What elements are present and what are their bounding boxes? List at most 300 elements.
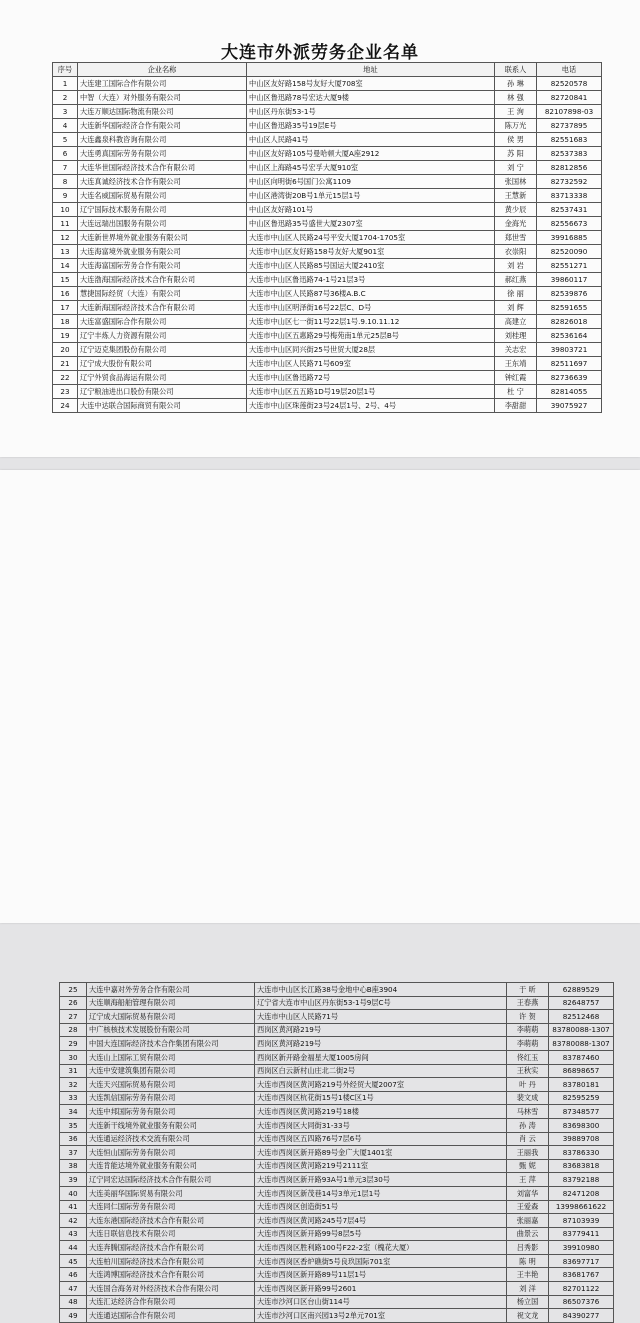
row-phone: 82736639 — [537, 371, 602, 385]
row-serial-number: 14 — [53, 259, 78, 273]
row-phone: 39916885 — [537, 231, 602, 245]
row-serial-number: 43 — [60, 1227, 87, 1241]
row-company-name: 大连凯信国际劳务有限公司 — [87, 1091, 255, 1105]
row-phone: 82812856 — [537, 161, 602, 175]
table-row — [60, 1309, 614, 1323]
row-contact: 孙 涛 — [507, 1118, 549, 1132]
company-table-page-2 — [59, 982, 614, 1323]
row-contact: 王东靖 — [495, 357, 537, 371]
table-row — [53, 343, 602, 357]
table-row — [53, 287, 602, 301]
row-phone: 39910980 — [549, 1241, 614, 1255]
row-serial-number: 4 — [53, 119, 78, 133]
row-contact: 李萌萌 — [507, 1023, 549, 1037]
row-phone: 82551271 — [537, 259, 602, 273]
row-address: 中山区鲁迅路35号盛世大厦2307室 — [247, 217, 495, 231]
row-address: 大连市西岗区新开路99号2601 — [255, 1282, 507, 1296]
row-company-name: 辽宁同宏达国际经济技术合作有限公司 — [87, 1173, 255, 1187]
row-company-name: 辽宁成大股份有限公司 — [78, 357, 247, 371]
row-company-name: 中智（大连）对外服务有限公司 — [78, 91, 247, 105]
row-company-name: 大连名威国际贸易有限公司 — [78, 189, 247, 203]
row-address: 中山区港湾街20B号1单元15层1号 — [247, 189, 495, 203]
row-phone: 82826018 — [537, 315, 602, 329]
row-contact: 陈万光 — [495, 119, 537, 133]
row-phone: 82732592 — [537, 175, 602, 189]
row-phone: 13998661622 — [549, 1200, 614, 1214]
row-serial-number: 45 — [60, 1254, 87, 1268]
table-row — [60, 1105, 614, 1119]
row-address: 大连市西岗区大同街31-33号 — [255, 1118, 507, 1132]
row-phone: 82107898-03 — [537, 105, 602, 119]
row-serial-number: 37 — [60, 1146, 87, 1160]
row-address: 西岗区黄河路219号 — [255, 1023, 507, 1037]
row-contact: 高建立 — [495, 315, 537, 329]
row-contact: 刘 岩 — [495, 259, 537, 273]
row-company-name: 辽宁迈克集团股份有限公司 — [78, 343, 247, 357]
row-contact: 侯 男 — [495, 133, 537, 147]
row-address: 大连市西岗区创造街51号 — [255, 1200, 507, 1214]
row-contact: 关志宏 — [495, 343, 537, 357]
row-contact: 甄 妮 — [507, 1159, 549, 1173]
table-row — [60, 1010, 614, 1024]
document-page-2 — [0, 470, 640, 1320]
row-contact: 李甜甜 — [495, 399, 537, 413]
row-contact: 肖 云 — [507, 1132, 549, 1146]
row-company-name: 大连鸿博国际经济技术合作有限公司 — [87, 1268, 255, 1282]
row-company-name: 慧捷国际经贸（大连）有限公司 — [78, 287, 247, 301]
row-serial-number: 36 — [60, 1132, 87, 1146]
row-serial-number: 44 — [60, 1241, 87, 1255]
row-serial-number: 20 — [53, 343, 78, 357]
row-serial-number: 47 — [60, 1282, 87, 1296]
row-serial-number: 13 — [53, 245, 78, 259]
row-serial-number: 2 — [53, 91, 78, 105]
row-address: 大连市西岗区黄河路219号外经贸大厦2007室 — [255, 1078, 507, 1092]
row-serial-number: 49 — [60, 1309, 87, 1323]
table-row — [60, 1268, 614, 1282]
row-contact: 王 萍 — [507, 1173, 549, 1187]
row-serial-number: 7 — [53, 161, 78, 175]
row-contact: 郑世雪 — [495, 231, 537, 245]
document-page-1 — [0, 0, 640, 457]
table-row — [60, 1064, 614, 1078]
row-address: 大连市西岗区黄河路245号7层4号 — [255, 1214, 507, 1228]
row-contact: 曲景云 — [507, 1227, 549, 1241]
row-company-name: 大连真诚经济技术合作有限公司 — [78, 175, 247, 189]
table-row — [53, 273, 602, 287]
row-phone: 83787460 — [549, 1050, 614, 1064]
table-row — [53, 77, 602, 91]
row-phone: 83780181 — [549, 1078, 614, 1092]
row-phone: 82539876 — [537, 287, 602, 301]
table-row — [53, 315, 602, 329]
row-serial-number: 46 — [60, 1268, 87, 1282]
header-company-name: 企业名称 — [78, 63, 247, 77]
header-contact: 联系人 — [495, 63, 537, 77]
row-phone: 82520578 — [537, 77, 602, 91]
row-contact: 王丽我 — [507, 1146, 549, 1160]
document-title: 大连市外派劳务企业名单 — [221, 43, 419, 63]
row-address: 中山区人民路41号 — [247, 133, 495, 147]
row-company-name: 大连日联信息技术有限公司 — [87, 1227, 255, 1241]
row-address: 大连市西岗区新开路99号8层5号 — [255, 1227, 507, 1241]
row-serial-number: 5 — [53, 133, 78, 147]
table-row — [53, 371, 602, 385]
table-row — [53, 399, 602, 413]
row-address: 大连市沙河口区南兴园13号2单元701室 — [255, 1309, 507, 1323]
row-serial-number: 6 — [53, 147, 78, 161]
row-serial-number: 35 — [60, 1118, 87, 1132]
table-row — [53, 231, 602, 245]
row-contact: 祝文龙 — [507, 1309, 549, 1323]
row-address: 中山区鲁迅路78号宏达大厦9楼 — [247, 91, 495, 105]
table-row — [53, 385, 602, 399]
row-contact: 叶 丹 — [507, 1078, 549, 1092]
row-company-name: 大连勇真国际劳务有限公司 — [78, 147, 247, 161]
table-row — [53, 147, 602, 161]
table-row — [60, 996, 614, 1010]
row-serial-number: 27 — [60, 1010, 87, 1024]
row-address: 大连市中山区友好路158号友好大厦901室 — [247, 245, 495, 259]
row-contact: 王秋实 — [507, 1064, 549, 1078]
row-address: 中山区友好路101号 — [247, 203, 495, 217]
row-contact: 钟红霞 — [495, 371, 537, 385]
row-contact: 佟红玉 — [507, 1050, 549, 1064]
row-contact: 王爱森 — [507, 1200, 549, 1214]
row-address: 中山区鲁迅路35号19层E号 — [247, 119, 495, 133]
row-company-name: 大连顺海船舶管理有限公司 — [87, 996, 255, 1010]
row-address: 大连市西岗区香炉礁街5号良玖国际701室 — [255, 1254, 507, 1268]
row-company-name: 大连中邦国际劳务有限公司 — [87, 1105, 255, 1119]
row-serial-number: 23 — [53, 385, 78, 399]
row-phone: 39860117 — [537, 273, 602, 287]
row-address: 西岗区黄河路219号 — [255, 1037, 507, 1051]
row-address: 大连市中山区人民路85号国运大厦2410室 — [247, 259, 495, 273]
row-contact: 张国林 — [495, 175, 537, 189]
row-phone: 82536164 — [537, 329, 602, 343]
row-serial-number: 22 — [53, 371, 78, 385]
row-serial-number: 17 — [53, 301, 78, 315]
row-address: 大连市中山区人民路87号36楼A.B.C — [247, 287, 495, 301]
row-company-name: 大连汇达经济合作有限公司 — [87, 1295, 255, 1309]
row-address: 大连市中山区五惠路29号梅苑南1单元25层B号 — [247, 329, 495, 343]
row-phone: 86507376 — [549, 1295, 614, 1309]
row-serial-number: 8 — [53, 175, 78, 189]
row-contact: 刘富华 — [507, 1186, 549, 1200]
row-address: 大连市中山区人民路71号 — [255, 1010, 507, 1024]
header-phone: 电话 — [537, 63, 602, 77]
row-company-name: 大连富盛国际合作有限公司 — [78, 315, 247, 329]
table-row — [53, 161, 602, 175]
row-serial-number: 25 — [60, 983, 87, 997]
table-row — [60, 1023, 614, 1037]
row-contact: 刘桂理 — [495, 329, 537, 343]
row-address: 大连市中山区人民路24号平安大厦1704-1705室 — [247, 231, 495, 245]
row-company-name: 大连同仁国际劳务有限公司 — [87, 1200, 255, 1214]
row-company-name: 大连奔腾国际经济技术合作有限公司 — [87, 1241, 255, 1255]
row-company-name: 大连新干线境外就业服务有限公司 — [87, 1118, 255, 1132]
row-address: 大连市西岗区五四路76号7层6号 — [255, 1132, 507, 1146]
row-serial-number: 10 — [53, 203, 78, 217]
row-company-name: 大连通达国际合作有限公司 — [87, 1309, 255, 1323]
row-contact: 陈 明 — [507, 1254, 549, 1268]
row-contact: 许 贺 — [507, 1010, 549, 1024]
row-serial-number: 33 — [60, 1091, 87, 1105]
row-address: 中山区向明街6号国门公寓1109 — [247, 175, 495, 189]
row-phone: 82737895 — [537, 119, 602, 133]
row-company-name: 大连新华国际经济合作有限公司 — [78, 119, 247, 133]
row-phone: 83713338 — [537, 189, 602, 203]
row-contact: 郝红燕 — [495, 273, 537, 287]
row-phone: 39889708 — [549, 1132, 614, 1146]
header-address: 地址 — [247, 63, 495, 77]
row-contact: 王 洵 — [495, 105, 537, 119]
table-row — [60, 1078, 614, 1092]
row-phone: 84390277 — [549, 1309, 614, 1323]
row-phone: 39075927 — [537, 399, 602, 413]
row-serial-number: 48 — [60, 1295, 87, 1309]
row-address: 西岗区白云新村山庄北二街2号 — [255, 1064, 507, 1078]
row-phone: 82537431 — [537, 203, 602, 217]
row-phone: 82814055 — [537, 385, 602, 399]
table-row — [60, 983, 614, 997]
row-phone: 83786330 — [549, 1146, 614, 1160]
row-address: 大连市西岗区新茂巷14号3单元1层1号 — [255, 1186, 507, 1200]
row-company-name: 大连中嘉对外劳务合作有限公司 — [87, 983, 255, 997]
row-company-name: 中广核核技术发展股份有限公司 — [87, 1023, 255, 1037]
row-address: 大连市西岗区黄河路219号2111室 — [255, 1159, 507, 1173]
row-serial-number: 19 — [53, 329, 78, 343]
table-body-page-2 — [60, 983, 614, 1323]
row-address: 大连市中山区长江路38号金地中心B座3904 — [255, 983, 507, 997]
table-row — [53, 91, 602, 105]
row-address: 大连市西岗区新开路89号11层1号 — [255, 1268, 507, 1282]
table-row — [60, 1295, 614, 1309]
row-company-name: 大连万顺达国际物流有限公司 — [78, 105, 247, 119]
row-company-name: 大连中安建筑集团有限公司 — [87, 1064, 255, 1078]
row-serial-number: 16 — [53, 287, 78, 301]
table-header-row — [53, 63, 602, 77]
row-company-name: 辽宁外贸食品海运有限公司 — [78, 371, 247, 385]
row-serial-number: 30 — [60, 1050, 87, 1064]
row-company-name: 大连天兴国际贸易有限公司 — [87, 1078, 255, 1092]
row-address: 大连市沙河口区台山街114号 — [255, 1295, 507, 1309]
row-company-name: 大连柏川国际经济技术合作有限公司 — [87, 1254, 255, 1268]
row-company-name: 大连海富国际劳务合作有限公司 — [78, 259, 247, 273]
row-company-name: 大连恒山国际劳务有限公司 — [87, 1146, 255, 1160]
row-address: 大连市中山区鲁迅路72号 — [247, 371, 495, 385]
row-phone: 83780088-1307 — [549, 1023, 614, 1037]
row-phone: 87103939 — [549, 1214, 614, 1228]
row-phone: 82648757 — [549, 996, 614, 1010]
row-phone: 82537383 — [537, 147, 602, 161]
table-row — [53, 245, 602, 259]
row-serial-number: 32 — [60, 1078, 87, 1092]
row-company-name: 辽宁成大国际贸易有限公司 — [87, 1010, 255, 1024]
row-serial-number: 1 — [53, 77, 78, 91]
row-serial-number: 42 — [60, 1214, 87, 1228]
row-serial-number: 11 — [53, 217, 78, 231]
table-row — [60, 1091, 614, 1105]
table-row — [53, 259, 602, 273]
row-phone: 82556673 — [537, 217, 602, 231]
row-contact: 于 昕 — [507, 983, 549, 997]
row-phone: 82520090 — [537, 245, 602, 259]
row-contact: 刘 洋 — [507, 1282, 549, 1296]
table-row — [53, 203, 602, 217]
row-phone: 82471208 — [549, 1186, 614, 1200]
table-row — [60, 1173, 614, 1187]
row-company-name: 大连远瑞出国服务有限公司 — [78, 217, 247, 231]
row-contact: 裴文成 — [507, 1091, 549, 1105]
row-phone: 83697717 — [549, 1254, 614, 1268]
table-row — [53, 175, 602, 189]
row-serial-number: 31 — [60, 1064, 87, 1078]
row-company-name: 大连新海国际经济技术合作有限公司 — [78, 301, 247, 315]
row-serial-number: 38 — [60, 1159, 87, 1173]
row-company-name: 大连渤海国际经济技术合作有限公司 — [78, 273, 247, 287]
row-phone: 83792188 — [549, 1173, 614, 1187]
row-company-name: 大连东港国际经济技术合作有限公司 — [87, 1214, 255, 1228]
row-phone: 82591655 — [537, 301, 602, 315]
row-address: 大连市中山区五五路1D号19层20层1号 — [247, 385, 495, 399]
row-contact: 衣崇阳 — [495, 245, 537, 259]
table-row — [60, 1118, 614, 1132]
table-row — [53, 217, 602, 231]
row-serial-number: 29 — [60, 1037, 87, 1051]
row-contact: 苏 阳 — [495, 147, 537, 161]
row-address: 大连市中山区明泽街16号22层C、D号 — [247, 301, 495, 315]
row-serial-number: 40 — [60, 1186, 87, 1200]
table-row — [53, 357, 602, 371]
row-company-name: 辽宁丰炼人力资源有限公司 — [78, 329, 247, 343]
row-address: 大连市西岗区新开路89号金广大厦1401室 — [255, 1146, 507, 1160]
row-address: 西岗区新开路金福星大厦1005房间 — [255, 1050, 507, 1064]
row-address: 中山区丹东街53-1号 — [247, 105, 495, 119]
table-row — [53, 133, 602, 147]
row-company-name: 大连海富境外就业服务有限公司 — [78, 245, 247, 259]
row-contact: 黄少辰 — [495, 203, 537, 217]
row-phone: 83683818 — [549, 1159, 614, 1173]
row-address: 大连市中山区珠莲街23号24层1号、2号、4号 — [247, 399, 495, 413]
table-row — [60, 1050, 614, 1064]
row-address: 大连市中山区人民路71号609室 — [247, 357, 495, 371]
row-phone: 82595259 — [549, 1091, 614, 1105]
row-serial-number: 15 — [53, 273, 78, 287]
row-phone: 83779411 — [549, 1227, 614, 1241]
table-body-page-1 — [53, 77, 602, 413]
row-contact: 杨立国 — [507, 1295, 549, 1309]
row-contact: 吕秀影 — [507, 1241, 549, 1255]
row-contact: 张丽嘉 — [507, 1214, 549, 1228]
row-phone: 83681767 — [549, 1268, 614, 1282]
row-address: 大连市中山区鲁迅路74-1号21层3号 — [247, 273, 495, 287]
row-address: 中山区友好路105号曼哈顿大厦A座2912 — [247, 147, 495, 161]
table-row — [53, 329, 602, 343]
row-serial-number: 41 — [60, 1200, 87, 1214]
table-row — [60, 1037, 614, 1051]
row-phone: 82720841 — [537, 91, 602, 105]
row-company-name: 大连国合海务对外经济技术合作有限公司 — [87, 1282, 255, 1296]
row-company-name: 大连新世界境外就业服务有限公司 — [78, 231, 247, 245]
row-address: 辽宁省大连市中山区丹东街53-1号9层C号 — [255, 996, 507, 1010]
table-row — [53, 105, 602, 119]
row-serial-number: 39 — [60, 1173, 87, 1187]
row-contact: 王丰艳 — [507, 1268, 549, 1282]
row-company-name: 大连鑫泉科教咨询有限公司 — [78, 133, 247, 147]
row-contact: 王慧新 — [495, 189, 537, 203]
row-phone: 87348577 — [549, 1105, 614, 1119]
header-serial-number: 序号 — [53, 63, 78, 77]
table-row — [53, 119, 602, 133]
row-address: 大连市西岗区杭花街15号1楼C区1号 — [255, 1091, 507, 1105]
row-serial-number: 24 — [53, 399, 78, 413]
row-company-name: 大连通运经济技术交流有限公司 — [87, 1132, 255, 1146]
row-address: 中山区友好路158号友好大厦708室 — [247, 77, 495, 91]
row-phone: 82511697 — [537, 357, 602, 371]
row-address: 大连市西岗区新开路93A号1单元3层30号 — [255, 1173, 507, 1187]
row-address: 大连市西岗区胜利路100号F22-2室（槐花大厦） — [255, 1241, 507, 1255]
row-phone: 39803721 — [537, 343, 602, 357]
table-row — [60, 1186, 614, 1200]
row-phone: 82551683 — [537, 133, 602, 147]
table-row — [60, 1159, 614, 1173]
row-company-name: 大连建工国际合作有限公司 — [78, 77, 247, 91]
row-serial-number: 3 — [53, 105, 78, 119]
row-serial-number: 28 — [60, 1023, 87, 1037]
row-company-name: 大连华世国际经济技术合作有限公司 — [78, 161, 247, 175]
table-row — [60, 1227, 614, 1241]
row-serial-number: 18 — [53, 315, 78, 329]
row-phone: 62889529 — [549, 983, 614, 997]
row-serial-number: 34 — [60, 1105, 87, 1119]
company-table-page-1 — [52, 62, 602, 413]
row-contact: 孙 琳 — [495, 77, 537, 91]
row-company-name: 大连美丽华国际贸易有限公司 — [87, 1186, 255, 1200]
table-row — [60, 1254, 614, 1268]
table-row — [53, 189, 602, 203]
row-serial-number: 26 — [60, 996, 87, 1010]
row-serial-number: 9 — [53, 189, 78, 203]
row-company-name: 辽宁国际技术服务有限公司 — [78, 203, 247, 217]
row-phone: 86898657 — [549, 1064, 614, 1078]
row-serial-number: 21 — [53, 357, 78, 371]
row-address: 大连市中山区同兴街25号世贸大厦28层 — [247, 343, 495, 357]
row-contact: 刘 宁 — [495, 161, 537, 175]
row-contact: 李萌萌 — [507, 1037, 549, 1051]
row-contact: 马林雪 — [507, 1105, 549, 1119]
row-contact: 徐 丽 — [495, 287, 537, 301]
row-address: 大连市中山区七一街11号22层1号.9.10.11.12 — [247, 315, 495, 329]
row-contact: 林 强 — [495, 91, 537, 105]
table-row — [60, 1200, 614, 1214]
row-contact: 金海光 — [495, 217, 537, 231]
row-company-name: 大连肯能达境外就业服务有限公司 — [87, 1159, 255, 1173]
row-company-name: 大连中达联合国际商贸有限公司 — [78, 399, 247, 413]
row-company-name: 辽宁粮油进出口股份有限公司 — [78, 385, 247, 399]
row-phone: 83698300 — [549, 1118, 614, 1132]
row-phone: 82701122 — [549, 1282, 614, 1296]
row-contact: 王春燕 — [507, 996, 549, 1010]
table-row — [60, 1241, 614, 1255]
table-row — [53, 301, 602, 315]
table-row — [60, 1214, 614, 1228]
row-phone: 83780088-1307 — [549, 1037, 614, 1051]
table-row — [60, 1132, 614, 1146]
row-address: 中山区上海路45号宏孚大厦910室 — [247, 161, 495, 175]
table-row — [60, 1146, 614, 1160]
row-phone: 82512468 — [549, 1010, 614, 1024]
